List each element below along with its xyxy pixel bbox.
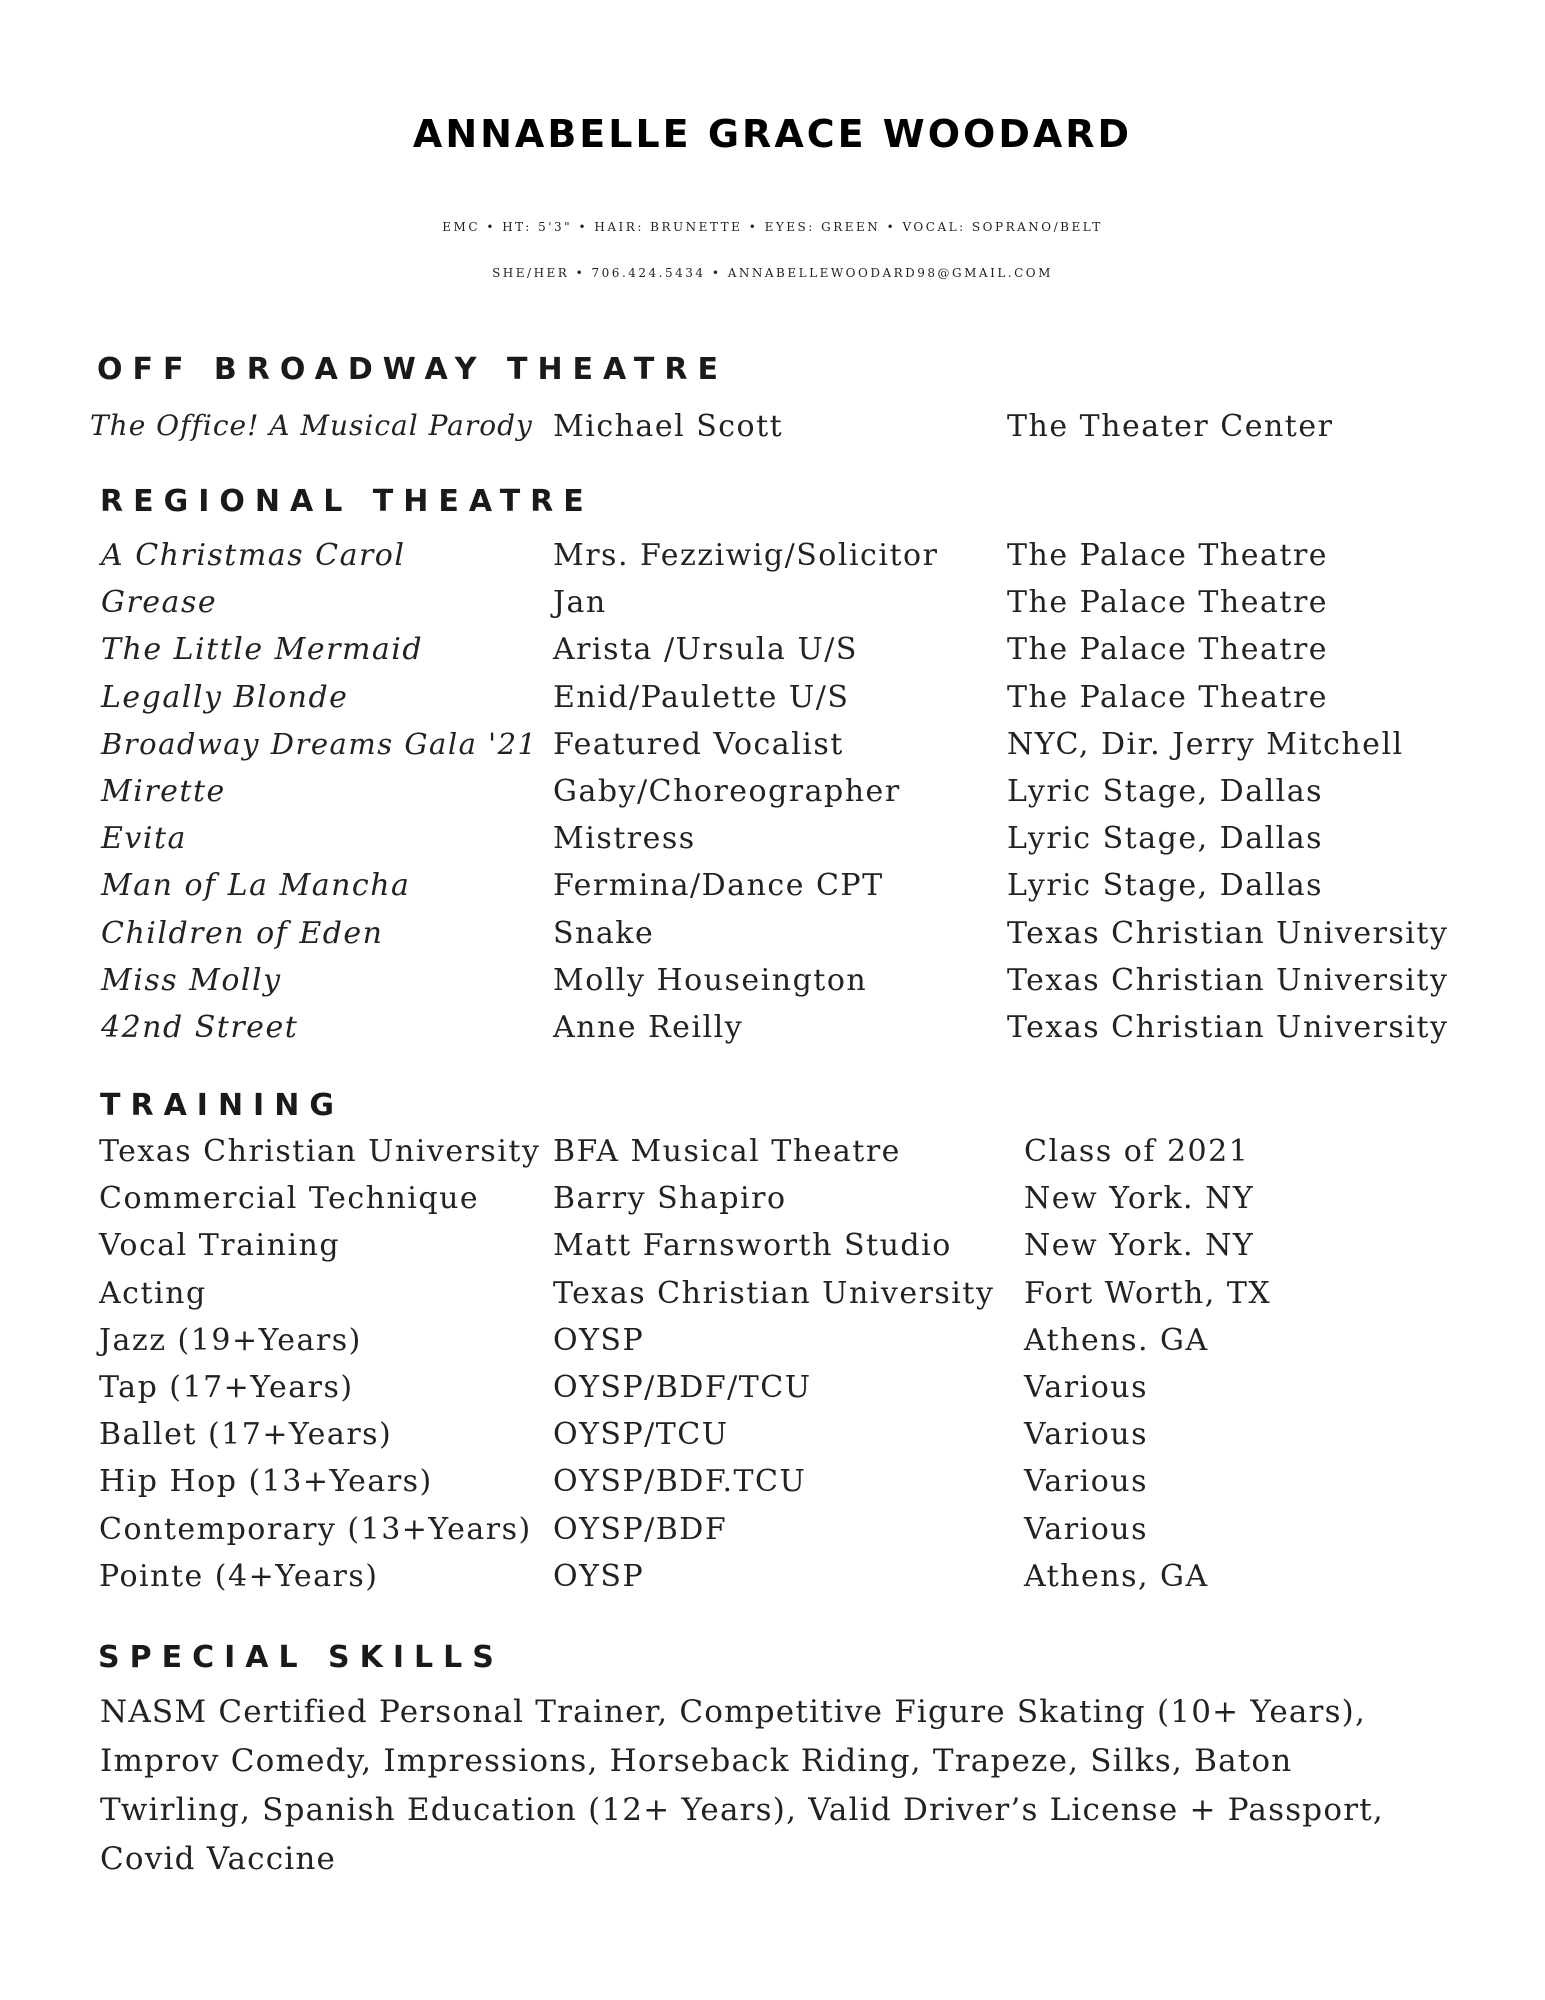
role: Fermina/Dance CPT [553, 868, 884, 904]
training-subject: Commercial Technique [99, 1181, 480, 1217]
credit-row [0, 916, 1545, 960]
role: Jan [553, 585, 607, 621]
training-location: Various [1024, 1370, 1149, 1405]
special-skills-heading: SPECIAL SKILLS [98, 1640, 504, 1675]
contact-line: SHE/HER • 706.424.5434 • ANNABELLEWOODARD98@GMAIL.COM [492, 266, 1053, 280]
role: Michael Scott [553, 409, 784, 444]
credit-row [0, 632, 1545, 676]
show-title: Mirette [101, 774, 226, 809]
regional-heading: REGIONAL THEATRE [100, 484, 594, 519]
training-subject: Tap (17+Years) [99, 1370, 354, 1405]
training-location: Fort Worth, TX [1024, 1275, 1272, 1311]
credit-row [0, 727, 1545, 771]
credit-row [0, 409, 1545, 453]
training-location: Various [1024, 1417, 1149, 1453]
training-location: New York. NY [1024, 1228, 1255, 1264]
show-title: Children of Eden [101, 915, 384, 951]
training-location: Various [1024, 1464, 1149, 1500]
training-subject: Vocal Training [99, 1228, 341, 1264]
training-teacher: OYSP/BDF.TCU [553, 1464, 807, 1500]
credit-row [0, 538, 1545, 582]
venue: Texas Christian University [1007, 962, 1449, 998]
venue: The Palace Theatre [1007, 538, 1329, 573]
role: Enid/Paulette U/S [553, 679, 850, 715]
credit-row [0, 585, 1545, 629]
role: Arista /Ursula U/S [553, 632, 858, 668]
training-row [0, 1464, 1545, 1508]
venue: Texas Christian University [1007, 1010, 1449, 1045]
stats-line: EMC • HT: 5'3" • HAIR: BRUNETTE • EYES: GREEN • VOCAL: SOPRANO/BELT [442, 220, 1103, 234]
venue: The Theater Center [1007, 409, 1334, 444]
role: Featured Vocalist [553, 726, 844, 762]
venue: The Palace Theatre [1007, 585, 1329, 621]
training-row [0, 1417, 1545, 1461]
show-title: Evita [101, 821, 187, 857]
venue: Lyric Stage, Dallas [1007, 821, 1324, 857]
show-title: A Christmas Carol [101, 538, 406, 573]
venue: The Palace Theatre [1007, 679, 1329, 715]
training-location: Various [1024, 1511, 1149, 1547]
off-broadway-heading: OFF BROADWAY THEATRE [97, 352, 728, 387]
training-row [0, 1512, 1545, 1556]
role: Mistress [553, 821, 696, 857]
credit-row [0, 680, 1545, 724]
training-teacher: OYSP/BDF [553, 1511, 728, 1547]
venue: Lyric Stage, Dallas [1007, 868, 1324, 904]
show-title: The Little Mermaid [101, 632, 424, 668]
credit-row [0, 774, 1545, 818]
show-title: Legally Blonde [101, 679, 349, 715]
training-teacher: OYSP [553, 1558, 645, 1594]
training-teacher: Texas Christian University [553, 1275, 995, 1311]
training-location: Athens, GA [1024, 1558, 1209, 1594]
venue: NYC, Dir. Jerry Mitchell [1007, 726, 1404, 762]
show-title: Grease [101, 585, 218, 621]
training-subject: Contemporary (13+Years) [99, 1511, 532, 1547]
training-row [0, 1276, 1545, 1320]
training-row [0, 1559, 1545, 1603]
role: Anne Reilly [553, 1010, 744, 1045]
resume-name: ANNABELLE GRACE WOODARD [412, 112, 1133, 156]
training-location: Athens. GA [1024, 1322, 1209, 1358]
training-teacher: Matt Farnsworth Studio [553, 1228, 952, 1264]
training-row [0, 1323, 1545, 1367]
training-subject: Texas Christian University [99, 1134, 541, 1169]
training-subject: Hip Hop (13+Years) [99, 1464, 433, 1500]
show-title: Miss Molly [101, 962, 282, 998]
training-teacher: Barry Shapiro [553, 1181, 787, 1217]
training-subject: Jazz (19+Years) [99, 1322, 362, 1358]
training-subject: Acting [99, 1275, 207, 1311]
venue: Lyric Stage, Dallas [1007, 774, 1324, 809]
credit-row [0, 821, 1545, 865]
training-subject: Ballet (17+Years) [99, 1417, 393, 1453]
training-teacher: OYSP [553, 1322, 645, 1358]
show-title: 42nd Street [101, 1010, 299, 1045]
venue: The Palace Theatre [1007, 632, 1329, 668]
special-skills-text: NASM Certified Personal Trainer, Competitive Figure Skating (10+ Years), Improv Comedy, Impressions, Horseback Riding, Trapeze, Silks, Baton Twirling, Spanish Education (12+ Years), Valid Driver’s License + Passport, Covid Vaccine [100, 1694, 1384, 1877]
training-teacher: BFA Musical Theatre [553, 1134, 901, 1169]
training-teacher: OYSP/BDF/TCU [553, 1370, 812, 1405]
training-row [0, 1228, 1545, 1272]
role: Snake [553, 915, 655, 951]
training-teacher: OYSP/TCU [553, 1417, 729, 1453]
credit-row [0, 963, 1545, 1007]
credit-row [0, 868, 1545, 912]
show-title: Man of La Mancha [101, 868, 411, 904]
training-row [0, 1134, 1545, 1178]
training-row [0, 1181, 1545, 1225]
training-location: New York. NY [1024, 1181, 1255, 1217]
show-title: Broadway Dreams Gala '21 [101, 726, 538, 761]
venue: Texas Christian University [1007, 915, 1449, 951]
role: Molly Houseington [553, 962, 868, 998]
credit-row [0, 1010, 1545, 1054]
role: Gaby/Choreographer [553, 774, 901, 809]
role: Mrs. Fezziwig/Solicitor [553, 538, 939, 573]
training-location: Class of 2021 [1024, 1134, 1250, 1169]
show-title: The Office! A Musical Parody [90, 409, 533, 442]
training-row [0, 1370, 1545, 1414]
training-heading: TRAINING [100, 1088, 344, 1123]
training-subject: Pointe (4+Years) [99, 1558, 379, 1594]
